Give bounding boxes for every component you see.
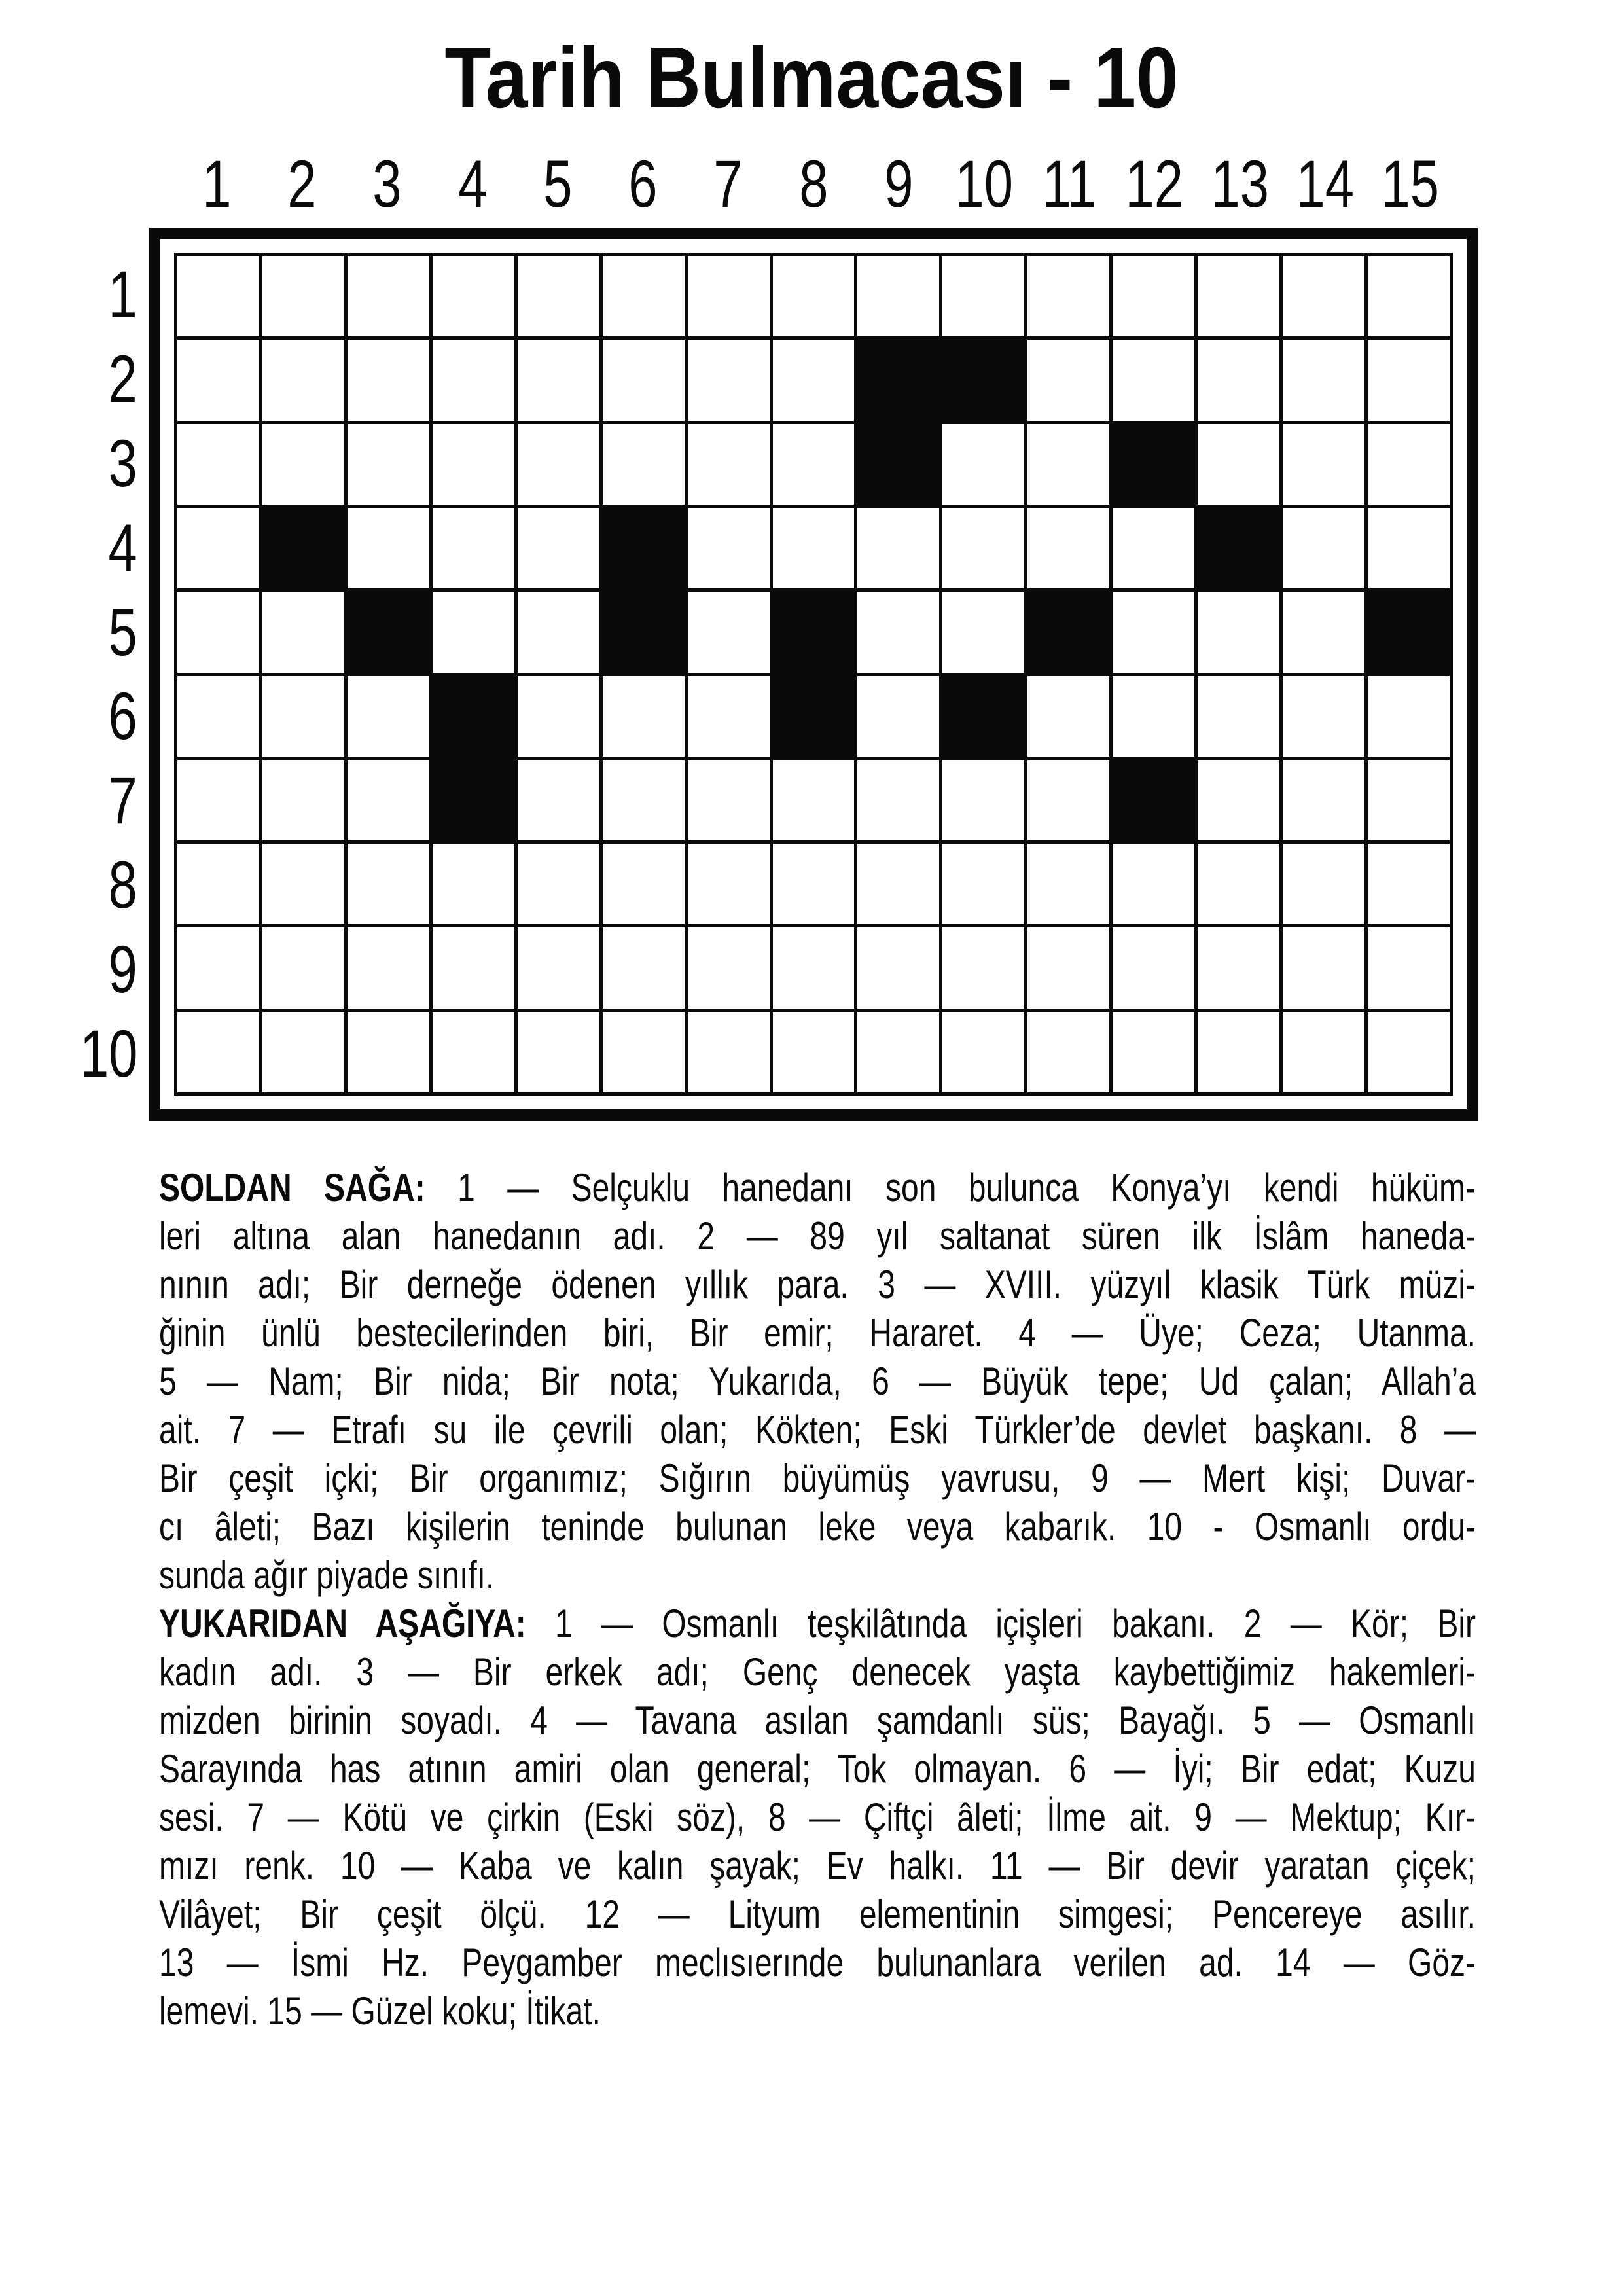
grid-cell [1368,927,1450,1008]
grid-cell [1283,340,1364,420]
grid-cell [1368,1012,1450,1092]
clue-line [159,1842,1476,1890]
grid-cell [177,592,259,672]
crossword-grid-cells [174,253,1453,1096]
grid-cell-black [942,676,1024,757]
grid-cell [857,760,939,840]
grid-cell-black [348,592,429,672]
grid-cell [433,592,514,672]
grid-cell [262,256,344,336]
grid-cell [262,760,344,840]
grid-cell [177,1012,259,1092]
column-number [430,139,515,221]
grid-cell [518,256,599,336]
clue-section-label: SOLDAN SAĞA: [159,1166,425,1210]
clue-line-text: sunda ağır piyade sınıfı. [159,1553,495,1597]
grid-cell-black [603,592,685,672]
grid-cell [773,256,855,336]
clue-section-label: YUKARIDAN AŞAĞIYA: [159,1602,526,1645]
column-number [600,139,685,221]
grid-cell [1198,760,1279,840]
grid-cell [433,424,514,505]
grid-cell-black [857,340,939,420]
grid-cell [348,424,429,505]
grid-cell [942,424,1024,505]
row-number-label: 1 [108,257,137,332]
grid-cell [1113,844,1194,924]
grid-cell [857,676,939,757]
row-number-label: 6 [108,679,137,754]
grid-cell [773,424,855,505]
grid-cell-black [603,508,685,588]
grid-cell [433,340,514,420]
clue-line-text: 13 — İsmi Hz. Peygamber meclısıerınde bulunanlara verilen ad. 14 — Göz- [159,1941,1476,1984]
column-number [1368,139,1453,221]
grid-cell-black [857,424,939,505]
grid-cell-black [1027,592,1109,672]
grid-cell [1283,676,1364,757]
row-number-label: 10 [79,1016,137,1091]
grid-cell [688,676,770,757]
grid-cell [688,927,770,1008]
grid-cell [1283,927,1364,1008]
clue-line [159,1503,1476,1551]
grid-cell [518,1012,599,1092]
grid-cell [1368,844,1450,924]
clue-line [159,1309,1476,1357]
grid-cell [773,927,855,1008]
grid-cell [773,1012,855,1092]
column-number-label: 8 [798,147,829,221]
column-number [1027,139,1112,221]
grid-cell [603,256,685,336]
column-number-label: 4 [457,147,488,221]
clue-line-text: Sarayında has atının amiri olan general; Tok olmayan. 6 — İyi; Bir edat; Kuzu [159,1747,1476,1791]
grid-cell [857,592,939,672]
grid-cell [1027,760,1109,840]
clues-text [159,1164,1476,2036]
grid-cell [688,760,770,840]
row-number-label: 3 [108,425,137,501]
grid-cell [688,844,770,924]
grid-cell [1113,340,1194,420]
grid-cell [1368,424,1450,505]
grid-cell [857,508,939,588]
grid-cell [177,340,259,420]
grid-cell [518,340,599,420]
grid-cell [518,676,599,757]
grid-cell [857,844,939,924]
grid-cell [348,760,429,840]
grid-cell [1198,424,1279,505]
grid-cell-black [433,760,514,840]
grid-cell [1027,676,1109,757]
grid-cell [1113,1012,1194,1092]
clue-line [159,1357,1476,1406]
row-number-label: 2 [108,342,137,417]
grid-cell-black [1113,424,1194,505]
grid-cell [942,256,1024,336]
column-number-label: 12 [1125,147,1184,221]
grid-cell [1368,340,1450,420]
row-headers [59,253,137,1096]
grid-cell [518,424,599,505]
column-number [345,139,430,221]
row-number [59,759,137,843]
clue-line [159,1745,1476,1793]
clue-line-text: lemevi. 15 — Güzel koku; İtikat. [159,1989,601,2033]
grid-cell [518,760,599,840]
clue-line-text: 1 — Selçuklu hanedanı son bulunca Konya’yı kendi hüküm- [425,1166,1476,1210]
grid-cell [688,424,770,505]
grid-cell [688,1012,770,1092]
clue-line-text: kadın adı. 3 — Bir erkek adı; Genç denecek yaşta kaybettiğimiz hakemleri- [159,1650,1476,1694]
column-number [1282,139,1367,221]
column-number [856,139,941,221]
grid-cell [942,508,1024,588]
grid-cell-black [1368,592,1450,672]
grid-cell [348,340,429,420]
clue-line-text: nının adı; Bir derneğe ödenen yıllık para. 3 — XVIII. yüzyıl klasik Türk müzi- [159,1263,1476,1306]
clue-line [159,1600,1476,1648]
clue-line [159,1890,1476,1939]
grid-cell [1027,927,1109,1008]
clue-line [159,1987,1476,2036]
grid-cell [262,927,344,1008]
grid-cell [688,592,770,672]
clue-line-text: ait. 7 — Etrafı su ile çevrili olan; Kökten; Eski Türkler’de devlet başkanı. 8 — [159,1408,1476,1452]
row-number [59,253,137,337]
grid-cell [1283,760,1364,840]
clue-line [159,1648,1476,1696]
grid-cell [603,676,685,757]
column-headers [174,139,1453,221]
grid-cell [1198,1012,1279,1092]
column-number-label: 7 [713,147,743,221]
grid-cell [1283,424,1364,505]
grid-cell [177,844,259,924]
column-number [941,139,1026,221]
clue-line [159,1939,1476,1987]
grid-cell [1198,256,1279,336]
grid-cell [518,508,599,588]
clue-line [159,1164,1476,1212]
grid-cell [177,508,259,588]
grid-cell [1198,927,1279,1008]
row-number-label: 8 [108,847,137,922]
grid-cell [177,760,259,840]
column-number-label: 5 [543,147,573,221]
grid-cell-black [773,676,855,757]
grid-cell [262,676,344,757]
column-number [259,139,344,221]
clue-line [159,1261,1476,1309]
grid-cell [942,592,1024,672]
grid-cell [942,844,1024,924]
column-number-label: 11 [1042,147,1097,221]
grid-cell [262,844,344,924]
grid-cell [1027,508,1109,588]
grid-cell-black [942,340,1024,420]
grid-cell [773,760,855,840]
grid-cell [348,1012,429,1092]
column-number [1112,139,1197,221]
grid-cell [1198,676,1279,757]
grid-cell [1198,844,1279,924]
clue-line-text: 5 — Nam; Bir nida; Bir nota; Yukarıda, 6 — Büyük tepe; Ud çalan; Allah’a [159,1359,1476,1403]
grid-cell [348,844,429,924]
clue-line-text: Vilâyet; Bir çeşit ölçü. 12 — Lityum elementinin simgesi; Pencereye asılır. [159,1892,1476,1936]
grid-cell [1368,760,1450,840]
row-number [59,337,137,422]
clue-line [159,1406,1476,1454]
grid-cell [1027,844,1109,924]
clue-line-text: sesi. 7 — Kötü ve çirkin (Eski söz), 8 — Çiftçi âleti; İlme ait. 9 — Mektup; Kır- [159,1795,1476,1839]
grid-cell [688,508,770,588]
grid-cell [773,340,855,420]
grid-cell [773,508,855,588]
grid-cell-black [1113,760,1194,840]
grid-cell [1283,256,1364,336]
grid-cell [518,844,599,924]
column-number [174,139,259,221]
column-number-label: 14 [1296,147,1354,221]
column-number-label: 9 [884,147,914,221]
grid-cell [177,424,259,505]
grid-cell [518,927,599,1008]
grid-cell [1198,592,1279,672]
row-number-label: 9 [108,931,137,1007]
grid-cell [1198,340,1279,420]
grid-cell [688,256,770,336]
grid-cell [942,760,1024,840]
grid-cell [1368,676,1450,757]
grid-cell [1113,592,1194,672]
grid-cell [1027,256,1109,336]
grid-cell [262,592,344,672]
grid-cell [1113,676,1194,757]
grid-cell [433,1012,514,1092]
grid-cell [1113,508,1194,588]
row-number [59,505,137,590]
grid-cell [1283,592,1364,672]
grid-cell [433,256,514,336]
clue-line [159,1454,1476,1503]
grid-cell [1113,256,1194,336]
column-number [686,139,771,221]
grid-cell [348,508,429,588]
clue-line [159,1551,1476,1600]
grid-cell [262,424,344,505]
clue-line [159,1212,1476,1261]
grid-cell [518,592,599,672]
grid-cell [1027,1012,1109,1092]
grid-cell [1283,508,1364,588]
grid-cell [433,508,514,588]
grid-cell [1027,340,1109,420]
grid-cell [857,927,939,1008]
column-number-label: 10 [955,147,1013,221]
grid-cell [1113,927,1194,1008]
grid-cell [603,424,685,505]
column-number-label: 3 [372,147,402,221]
grid-cell [1283,1012,1364,1092]
column-number [515,139,600,221]
grid-cell [262,1012,344,1092]
clue-line-text: mızı renk. 10 — Kaba ve kalın şayak; Ev halkı. 11 — Bir devir yaratan çiçek; [159,1844,1476,1888]
row-number-label: 5 [108,594,137,670]
row-number-label: 7 [108,763,137,838]
grid-cell [857,1012,939,1092]
column-number-label: 13 [1211,147,1269,221]
grid-cell [603,844,685,924]
column-number [771,139,856,221]
grid-cell [603,760,685,840]
grid-cell [262,340,344,420]
grid-cell [603,1012,685,1092]
clue-line [159,1793,1476,1842]
grid-cell [603,927,685,1008]
row-number [59,843,137,927]
column-number [1197,139,1282,221]
grid-cell [773,844,855,924]
clue-line-text: ğinin ünlü bestecilerinden biri, Bir emir; Hararet. 4 — Üye; Ceza; Utanma. [159,1311,1476,1355]
grid-cell [1283,844,1364,924]
grid-cell [177,927,259,1008]
grid-cell-black [262,508,344,588]
crossword-grid [149,228,1478,1121]
row-number [59,1011,137,1096]
page-title: Tarih Bulmacası - 10 [444,29,1179,126]
clue-line-text: 1 — Osmanlı teşkilâtında içişleri bakanı. 2 — Kör; Bir [526,1602,1476,1645]
clue-line-text: cı âleti; Bazı kişilerin teninde bulunan leke veya kabarık. 10 - Osmanlı ordu- [159,1505,1476,1549]
grid-cell [942,927,1024,1008]
grid-cell [942,1012,1024,1092]
row-number [59,590,137,674]
column-number-label: 1 [202,147,232,221]
column-number-label: 6 [628,147,658,221]
column-number-label: 2 [287,147,317,221]
clue-line-text: leri altına alan hanedanın adı. 2 — 89 yıl saltanat süren ilk İslâm haneda- [159,1214,1476,1258]
grid-cell-black [773,592,855,672]
row-number [59,927,137,1011]
clue-line [159,1696,1476,1745]
column-number-label: 15 [1381,147,1440,221]
grid-cell [857,256,939,336]
grid-cell [177,256,259,336]
grid-cell-black [433,676,514,757]
grid-cell [688,340,770,420]
clue-line-text: mizden birinin soyadı. 4 — Tavana asılan şamdanlı süs; Bayağı. 5 — Osmanlı [159,1698,1476,1742]
row-number-label: 4 [108,510,137,585]
grid-cell [348,256,429,336]
grid-cell [433,927,514,1008]
grid-cell [433,844,514,924]
clue-line-text: Bir çeşit içki; Bir organımız; Sığırın büyümüş yavrusu, 9 — Mert kişi; Duvar- [159,1456,1476,1500]
grid-cell [348,927,429,1008]
grid-cell [1368,508,1450,588]
grid-cell [1368,256,1450,336]
row-number [59,674,137,759]
grid-cell [1027,424,1109,505]
grid-cell-black [1198,508,1279,588]
grid-cell [348,676,429,757]
row-number [59,422,137,506]
grid-cell [603,340,685,420]
grid-cell [177,676,259,757]
